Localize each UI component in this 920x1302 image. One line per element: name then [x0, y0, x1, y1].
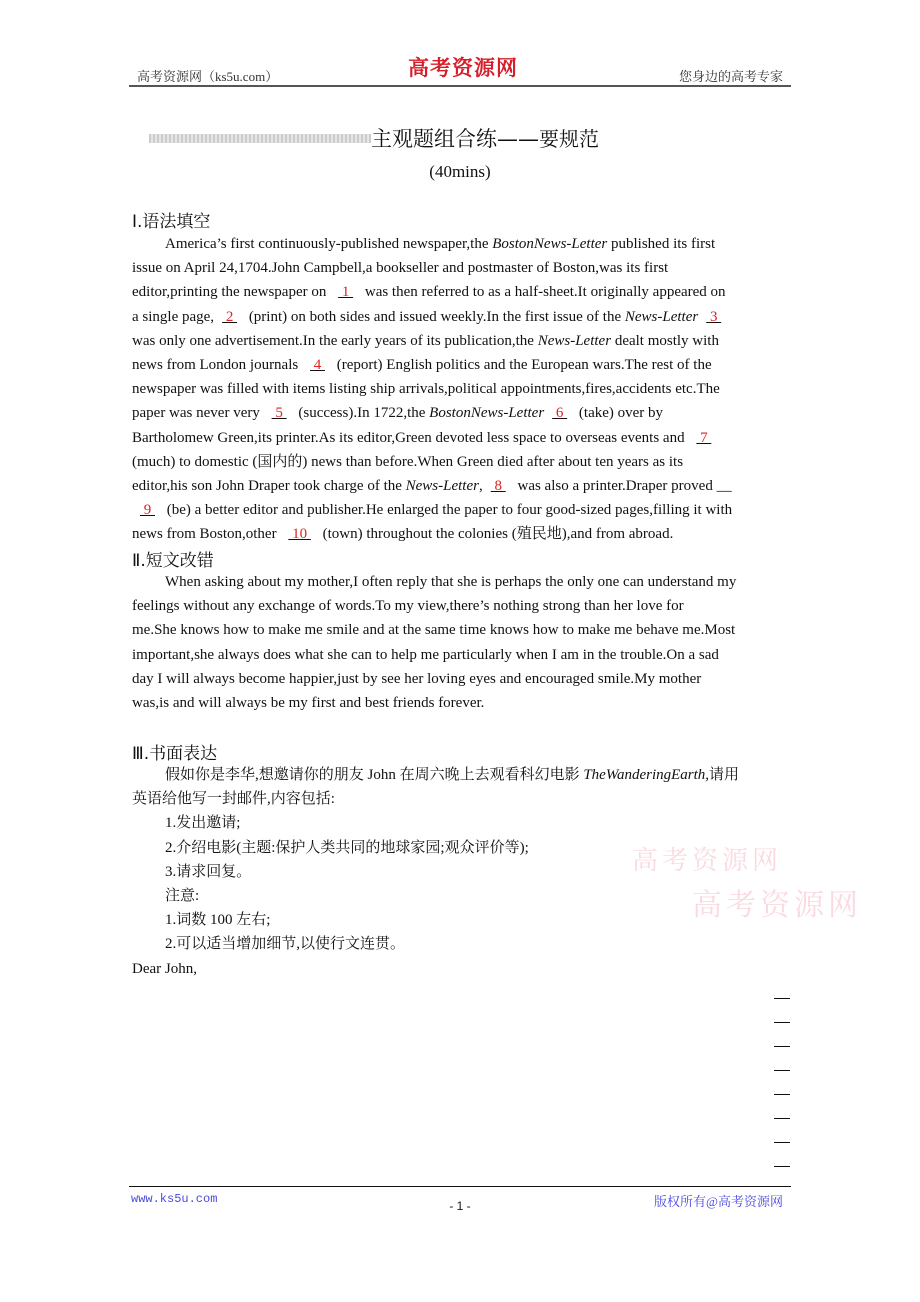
text-segment: issue on April 24,1704.John Campbell,a bookseller and postmaster of Boston,was its first: [132, 260, 669, 277]
italic-title: News-Letter: [405, 477, 479, 494]
title-dash: ——: [497, 127, 539, 151]
text-segment: (report) English politics and the European wars.The rest of the: [332, 356, 712, 373]
italic-title: BostonNews-Letter: [492, 236, 608, 252]
watermark: 高考资源网: [632, 846, 783, 876]
text-segment: me.She knows how to make me smile and at the same time knows how to make me behave me.Most: [132, 622, 736, 639]
watermark: 高考资源网: [692, 888, 862, 923]
text-line: [132, 329, 792, 353]
text-segment: (take) over by: [575, 405, 664, 422]
writing-line: [774, 1142, 790, 1143]
writing-line: [774, 1118, 790, 1119]
writing-line: [774, 1166, 790, 1167]
text-line: [132, 353, 792, 377]
text-line: [132, 522, 792, 546]
text-segment: Dear John,: [132, 960, 197, 977]
text-line: [132, 594, 792, 618]
text-line: [132, 932, 792, 956]
text-segment: (town) throughout the colonies (殖民地),and from abroad.: [318, 526, 674, 543]
text-segment: was then referred to as a half-sheet.It originally appeared on: [361, 284, 726, 301]
text-line: [132, 498, 792, 522]
text-segment: was also a printer.Draper proved __: [513, 477, 732, 494]
title-decoration: [149, 134, 371, 143]
blank-number: 2: [222, 308, 238, 325]
text-segment: news from Boston,other: [132, 526, 281, 543]
blank-number: 9: [140, 502, 155, 519]
text-line: [132, 763, 792, 787]
section1-heading: Ⅰ.语法填空: [132, 212, 211, 232]
italic-title: BostonNews-Letter: [429, 405, 545, 422]
text-segment: a single page,: [132, 308, 215, 325]
writing-line: [774, 1094, 790, 1095]
text-segment: editor,his son John Draper took charge of the: [132, 477, 406, 494]
text-line: [132, 401, 792, 425]
section2-body: [132, 570, 792, 715]
text-segment: paper was never very: [132, 405, 264, 422]
blank-number: 3: [706, 308, 722, 325]
text-segment: ,: [478, 477, 483, 494]
text-line: [132, 256, 792, 280]
text-segment: 1.发出邀请;: [165, 815, 241, 832]
blank-number: 8: [490, 477, 506, 494]
header-site-name: 高考资源网（ks5u.com）: [137, 69, 279, 84]
blank-number: 5: [271, 405, 287, 422]
text-line: [132, 474, 792, 498]
text-segment: day I will always become happier,just by see her loving eyes and encouraged smile.My mother: [132, 670, 702, 687]
text-line: [132, 426, 792, 450]
italic-title: News-Letter: [537, 332, 612, 349]
text-segment: news from London journals: [132, 356, 302, 373]
text-segment: newspaper was filled with items listing ship arrivals,political appointments,fires,accidents etc.The: [132, 381, 720, 398]
text-line: [132, 377, 792, 401]
text-segment: When asking about my mother,I often reply that she is perhaps the only one can understand my: [165, 574, 737, 590]
footer-link[interactable]: www.ks5u.com: [131, 1192, 218, 1206]
writing-line: [774, 1070, 790, 1071]
text-segment: 假如你是李华,想邀请你的朋友 John 在周六晚上去观看科幻电影: [165, 767, 584, 783]
text-line: [132, 787, 792, 811]
header-divider: [129, 85, 791, 87]
footer-copyright: 版权所有@高考资源网: [654, 1194, 783, 1209]
text-segment: 2.可以适当增加细节,以使行文连贯。: [165, 936, 406, 953]
text-line: [132, 305, 792, 329]
text-line: [132, 280, 792, 304]
blank-number: 10: [288, 526, 311, 543]
section2-heading: Ⅱ.短文改错: [132, 551, 214, 571]
text-segment: 2.介绍电影(主题:保护人类共同的地球家园;观众评价等);: [165, 839, 529, 856]
header-slogan: 您身边的高考专家: [678, 69, 783, 84]
italic-title: News-Letter: [624, 308, 699, 325]
blank-number: 7: [696, 429, 712, 446]
text-line: [132, 667, 792, 691]
italic-title: TheWanderingEarth: [583, 767, 706, 783]
section3-heading: Ⅲ.书面表达: [132, 744, 218, 764]
title-main: 主观题组合练: [371, 127, 497, 151]
text-line: [132, 811, 792, 835]
text-segment: dealt mostly with: [611, 332, 719, 349]
text-line: [132, 232, 792, 256]
text-segment: (print) on both sides and issued weekly.In the first issue of the: [245, 308, 625, 325]
text-segment: Bartholomew Green,its printer.As its editor,Green devoted less space to overseas events and: [132, 429, 689, 446]
writing-line: [774, 1046, 790, 1047]
writing-line: [774, 998, 790, 999]
text-segment: 1.词数 100 左右;: [165, 912, 271, 929]
text-segment: feelings without any exchange of words.To my view,there’s nothing strong than her love for: [132, 598, 684, 615]
section1-body: [132, 232, 792, 546]
text-segment: editor,printing the newspaper on: [132, 284, 331, 301]
text-segment: 注意:: [165, 887, 200, 904]
blank-number: 1: [338, 284, 354, 301]
blank-number: 6: [552, 405, 568, 422]
page-number: - 1 -: [449, 1199, 471, 1213]
text-segment: (much) to domestic (国内的) news than before.When Green died after about ten years as its: [132, 453, 684, 470]
text-segment: was only one advertisement.In the early years of its publication,the: [132, 332, 538, 349]
text-line: [132, 691, 792, 715]
writing-line: [774, 1022, 790, 1023]
page-title: [371, 123, 599, 153]
text-segment: (be) a better editor and publisher.He enlarged the paper to four good-sized pages,filling it with: [163, 502, 733, 519]
text-segment: published its first: [607, 236, 716, 252]
text-line: [132, 643, 792, 667]
text-segment: ,请用: [705, 767, 740, 783]
text-segment: America’s first continuously-published newspaper,the: [165, 236, 493, 252]
footer-divider: [129, 1186, 791, 1187]
text-segment: (success).In 1722,the: [294, 405, 430, 422]
title-sub: 要规范: [539, 127, 599, 151]
text-line: [132, 957, 792, 981]
text-line: [132, 450, 792, 474]
header-logo: 高考资源网: [408, 56, 518, 80]
text-segment: 3.请求回复。: [165, 863, 252, 880]
text-segment: was,is and will always be my first and best friends forever.: [132, 694, 485, 711]
blank-number: 4: [309, 356, 325, 373]
text-segment: 英语给他写一封邮件,内容包括:: [132, 791, 335, 808]
text-line: [132, 618, 792, 642]
duration: (40mins): [429, 162, 491, 181]
text-line: [132, 570, 792, 594]
text-segment: important,she always does what she can to help me particularly when I am in the trouble.On a sad: [132, 646, 719, 663]
